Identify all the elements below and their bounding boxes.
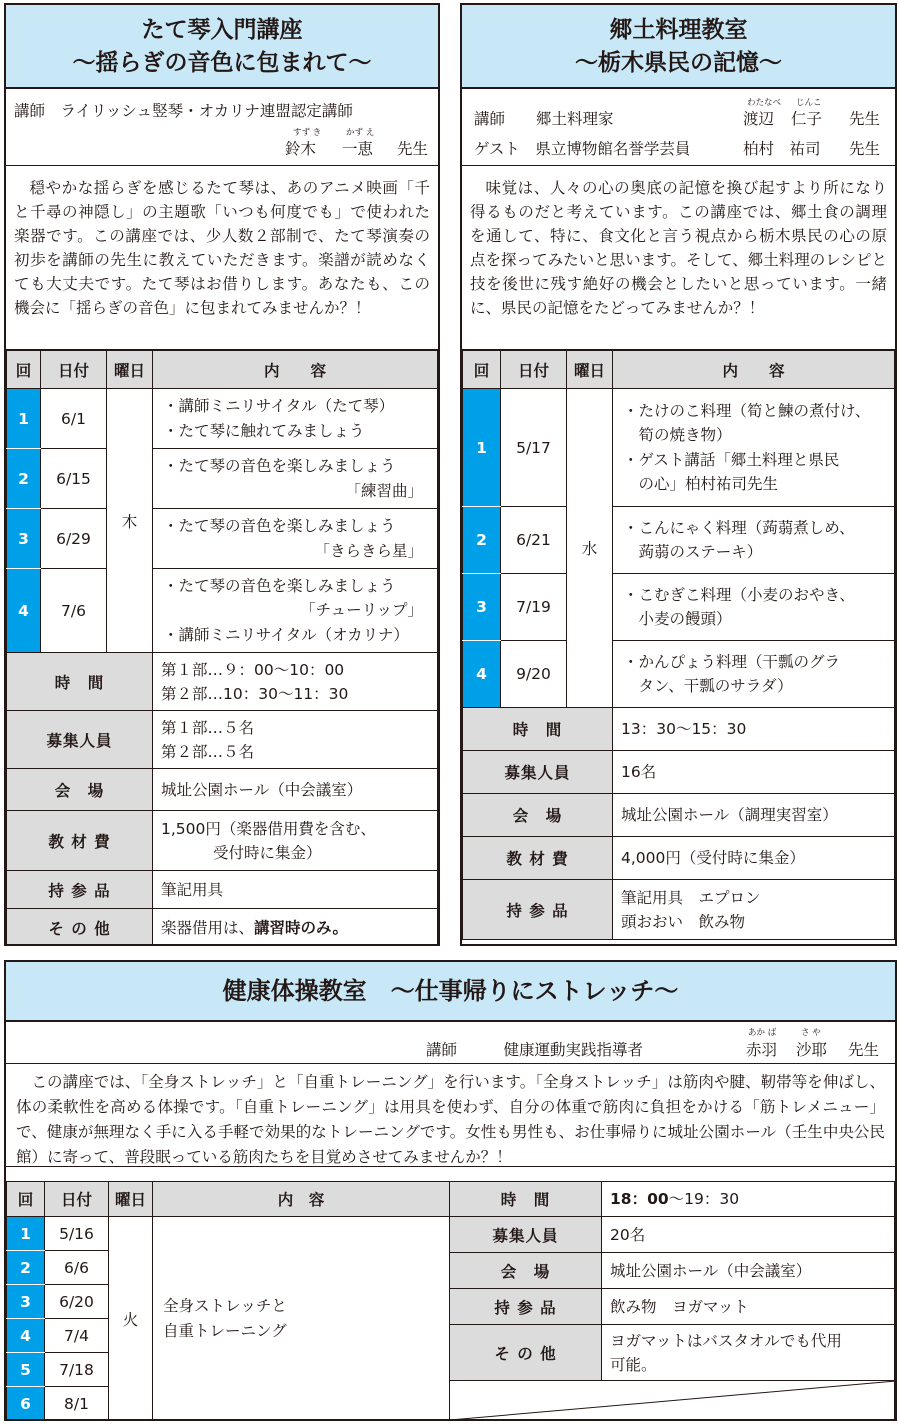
header-date: 日付	[501, 351, 567, 389]
cooking-lecturer-honorific: 先生	[849, 110, 881, 128]
content-line: 自重トレーニング	[163, 1321, 287, 1340]
header-content: 内 容	[153, 1182, 450, 1217]
session-content	[613, 507, 895, 574]
content-line: 「練習曲」	[345, 481, 423, 500]
koto-lecturer	[6, 89, 438, 166]
session-date: 5/16	[45, 1217, 109, 1251]
session-number: 3	[7, 509, 41, 569]
content-line: ・こむぎこ料理（小麦のおやき、	[623, 585, 855, 604]
table-row	[463, 507, 895, 574]
stretch-lecturer-given: 沙耶	[796, 1041, 828, 1059]
stretch-lecturer-honorific: 先生	[848, 1041, 880, 1059]
table-row	[7, 1217, 450, 1251]
table-row	[7, 569, 438, 653]
venue-value: 城址公園ホール（調理実習室）	[613, 794, 895, 837]
time-label: 時 間	[463, 708, 613, 751]
cooking-lecturer-family: 渡辺	[743, 110, 775, 128]
session-number: 1	[7, 389, 41, 449]
fee-line-1: 1,500円（楽器借用費を含む、	[161, 819, 376, 838]
session-date: 6/15	[41, 449, 107, 509]
stretch-tables	[6, 1181, 895, 1419]
content-line: の心」柏村祐司先生	[623, 475, 779, 493]
header-content: 内 容	[153, 351, 438, 389]
capacity-label: 募集人員	[450, 1217, 602, 1253]
time-value	[602, 1182, 895, 1217]
cooking-table-header	[463, 351, 895, 389]
session-date: 8/1	[45, 1387, 109, 1421]
session-content	[613, 389, 895, 507]
capacity-label: 募集人員	[7, 711, 153, 769]
session-date: 7/18	[45, 1353, 109, 1387]
time-start: 18：00	[610, 1190, 669, 1208]
session-date: 6/6	[45, 1251, 109, 1285]
session-date: 6/21	[501, 507, 567, 574]
content-line: 「きらきら星」	[314, 541, 423, 560]
session-content	[153, 449, 438, 509]
cooking-lecturer-role: 講師 郷土料理家	[474, 110, 614, 128]
cooking-description: 味覚は、人々の心の奥底の記憶を換び起すより所になり得るものだと考えています。この講座では、郷土食の調理を通して、特に、食文化と言う視点から栃木県民の心の原点を探ってみたいと思います。そして、郷土料理のレシピと技を後世に残す絶好の機会としたいと思っています。一緒に、県民の記憶をたどってみませんか？！	[462, 166, 895, 350]
koto-lecturer-role: 講師 ライリッシュ竪琴・オカリナ連盟認定講師	[14, 102, 353, 120]
bring-label: 持 参 品	[463, 880, 613, 940]
content-line: 蒟蒻のステーキ）	[623, 543, 763, 561]
table-row	[7, 389, 438, 449]
other-emphasis: 講習時のみ。	[254, 918, 348, 937]
content-line: ・講師ミニリサイタル（たて琴）	[163, 397, 395, 415]
session-content	[153, 569, 438, 653]
table-row	[463, 641, 895, 708]
koto-table-header	[7, 351, 438, 389]
session-date: 7/19	[501, 574, 567, 641]
time-label: 時 間	[450, 1182, 602, 1217]
session-number: 4	[7, 569, 41, 653]
header-date: 日付	[41, 351, 107, 389]
session-number: 5	[7, 1353, 45, 1387]
session-date: 6/1	[41, 389, 107, 449]
capacity-value	[153, 711, 438, 769]
other-label: そ の 他	[450, 1325, 602, 1381]
cooking-schedule-table	[462, 350, 895, 708]
diagonal-line	[450, 1381, 896, 1420]
venue-label: 会 場	[7, 769, 153, 811]
header-date: 日付	[45, 1182, 109, 1217]
content-line: ・たて琴の音色を楽しみましょう	[163, 517, 396, 535]
session-date: 6/29	[41, 509, 107, 569]
session-date: 7/4	[45, 1319, 109, 1353]
koto-course-title	[6, 5, 438, 89]
other-value	[153, 909, 438, 947]
content-line: ・ゲスト講話「郷土料理と県民	[623, 450, 840, 469]
session-number: 4	[463, 641, 501, 708]
koto-title-line1: たて琴入門講座	[141, 17, 303, 43]
cooking-lecturer-given: 仁子	[791, 110, 823, 128]
capacity-value: 16名	[613, 751, 895, 794]
session-date: 5/17	[501, 389, 567, 507]
fee-line-2: 受付時に集金）	[213, 843, 322, 862]
content-line: ・たて琴の音色を楽しみましょう	[163, 576, 396, 595]
header-no: 回	[7, 351, 41, 389]
stretch-description: この講座では、「全身ストレッチ」と「自重トレーニング」を行います。「全身ストレッチ」は筋肉や腱、靭帯等を伸ばし、体の柔軟性を高める体操です。「自重トレーニング」は用具を使わず、自分の体重で筋肉に負担をかける「筋トレメニュー」で、健康が無理なく手に入る手軽で効果的なトレーニングです。女性も男性も、お仕事帰りに城址公園ホール（壬生中央公民館）に寄って、普段眠っている筋肉たちを目覚めさせてみませんか？！	[6, 1064, 895, 1167]
stretch-lecturer	[6, 1022, 895, 1064]
fee-label: 教 材 費	[463, 837, 613, 880]
bring-value: 筆記用具	[153, 871, 438, 909]
stretch-course-title: 健康体操教室 ～仕事帰りにストレッチ～	[6, 962, 895, 1022]
session-number: 3	[463, 574, 501, 641]
other-text: 楽器借用は、	[161, 918, 255, 937]
content-line: ・たて琴に触れてみましょう	[163, 421, 365, 440]
session-number: 1	[7, 1217, 45, 1251]
session-date: 7/6	[41, 569, 107, 653]
content-line: ・たけのこ料理（筍と鰊の煮付け、	[623, 401, 871, 420]
cooking-guest-honorific: 先生	[849, 140, 881, 158]
koto-description: 穏やかな揺らぎを感じるたて琴は、あのアニメ映画「千と千尋の神隠し」の主題歌「いつも何度でも」で使われた楽器です。この講座では、少人数２部制で、たて琴演奏の初歩を講師の先生に教えていただきます。楽譜が読めなくても大丈夫です。たて琴はお借りします。あなたも、この機会に「揺らぎの音色」に包まれてみませんか？！	[6, 166, 438, 350]
stretch-lecturer-role: 講師 健康運動実践指導者	[426, 1041, 644, 1059]
time-part-2: 第２部…10：30～11：30	[161, 684, 349, 703]
header-content: 内 容	[613, 351, 895, 389]
content-line: ・講師ミニリサイタル（オカリナ）	[163, 625, 409, 644]
cooking-title-line2: ～栃木県民の記憶～	[575, 50, 782, 76]
content-line: ・たて琴の音色を楽しみましょう	[163, 457, 396, 475]
session-number: 2	[7, 449, 41, 509]
content-line: 「チューリップ」	[300, 601, 423, 620]
bring-line-2: 頭おおい 飲み物	[621, 912, 746, 931]
session-content	[613, 641, 895, 708]
bring-value: 飲み物 ヨガマット	[602, 1289, 895, 1325]
session-content	[153, 509, 438, 569]
cooking-course-title	[462, 5, 895, 89]
session-weekday: 水	[567, 389, 613, 708]
content-line: ・かんぴょう料理（干瓢のグラ	[623, 652, 841, 671]
fee-value: 4,000円（受付時に集金）	[613, 837, 895, 880]
other-line-1: ヨガマットはバスタオルでも代用	[610, 1331, 842, 1350]
cooking-title-line1: 郷土料理教室	[609, 17, 748, 43]
koto-lecturer-given-ruby: かず え	[346, 128, 375, 138]
cooking-lecturer-family-ruby: わたなべ	[747, 98, 782, 108]
koto-lecturer-given: 一恵	[342, 140, 374, 158]
session-number: 4	[7, 1319, 45, 1353]
stretch-lecturer-family-ruby: あか ば	[748, 1028, 777, 1038]
session-date: 6/20	[45, 1285, 109, 1319]
venue-value: 城址公園ホール（中会議室）	[602, 1253, 895, 1289]
table-row	[7, 449, 438, 509]
session-content	[153, 389, 438, 449]
cooking-lecturer-given-ruby: じんこ	[796, 98, 822, 108]
stretch-lecturer-family: 赤羽	[746, 1041, 778, 1059]
session-weekday: 火	[109, 1217, 153, 1421]
cooking-guest-role: ゲスト 県立博物館名誉学芸員	[474, 140, 691, 158]
cooking-info-table	[462, 707, 895, 940]
bring-value	[613, 880, 895, 940]
session-number: 2	[463, 507, 501, 574]
content-line: 全身ストレッチと	[163, 1297, 287, 1315]
table-row	[463, 574, 895, 641]
session-number: 3	[7, 1285, 45, 1319]
time-end: ～19：30	[668, 1190, 740, 1208]
header-day: 曜日	[109, 1182, 153, 1217]
fee-label: 教 材 費	[7, 811, 153, 871]
time-part-1: 第１部…９：00～10：00	[161, 660, 345, 679]
table-row	[7, 509, 438, 569]
capacity-part-1: 第１部…５名	[161, 718, 255, 737]
session-date: 9/20	[501, 641, 567, 708]
bring-label: 持 参 品	[450, 1289, 602, 1325]
bring-label: 持 参 品	[7, 871, 153, 909]
other-line-2: 可能。	[610, 1355, 657, 1374]
content-line: 筍の焼き物）	[623, 426, 732, 444]
capacity-value: 20名	[602, 1217, 895, 1253]
session-content	[613, 574, 895, 641]
time-value: 13：30～15：30	[613, 708, 895, 751]
time-value	[153, 653, 438, 711]
other-value	[602, 1325, 895, 1381]
bring-line-1: 筆記用具 エプロン	[621, 888, 761, 907]
venue-label: 会 場	[463, 794, 613, 837]
cooking-lecturer	[462, 89, 895, 166]
stretch-info-table	[449, 1181, 895, 1421]
stretch-schedule-table	[6, 1181, 450, 1421]
koto-schedule-table	[6, 350, 438, 653]
koto-course-panel	[4, 3, 440, 946]
other-label: そ の 他	[7, 909, 153, 947]
venue-value: 城址公園ホール（中会議室）	[153, 769, 438, 811]
stretch-course-panel	[4, 960, 897, 1421]
header-day: 曜日	[567, 351, 613, 389]
cooking-course-panel	[460, 3, 897, 946]
fee-value	[153, 811, 438, 871]
koto-lecturer-honorific: 先生	[397, 140, 429, 158]
session-content	[153, 1217, 450, 1421]
venue-label: 会 場	[450, 1253, 602, 1289]
session-number: 2	[7, 1251, 45, 1285]
stretch-lecturer-given-ruby: さ や	[801, 1028, 821, 1038]
capacity-part-2: 第２部…５名	[161, 742, 255, 761]
koto-lecturer-family-ruby: すず き	[293, 128, 322, 138]
session-number: 1	[463, 389, 501, 507]
table-row	[463, 389, 895, 507]
header-no: 回	[7, 1182, 45, 1217]
time-label: 時 間	[7, 653, 153, 711]
header-day: 曜日	[107, 351, 153, 389]
koto-info-table	[6, 652, 438, 946]
capacity-label: 募集人員	[463, 751, 613, 794]
cooking-guest-name: 柏村 祐司	[743, 140, 821, 158]
content-line: タン、干瓢のサラダ）	[623, 677, 793, 695]
content-line: ・こんにゃく料理（蒟蒻煮しめ、	[623, 518, 855, 537]
koto-lecturer-family: 鈴木	[285, 140, 317, 158]
session-weekday: 木	[107, 389, 153, 653]
header-no: 回	[463, 351, 501, 389]
content-line: 小麦の饅頭）	[623, 610, 732, 628]
session-number: 6	[7, 1387, 45, 1421]
koto-title-line2: ～揺らぎの音色に包まれて～	[72, 50, 372, 76]
empty-cell	[450, 1381, 895, 1421]
